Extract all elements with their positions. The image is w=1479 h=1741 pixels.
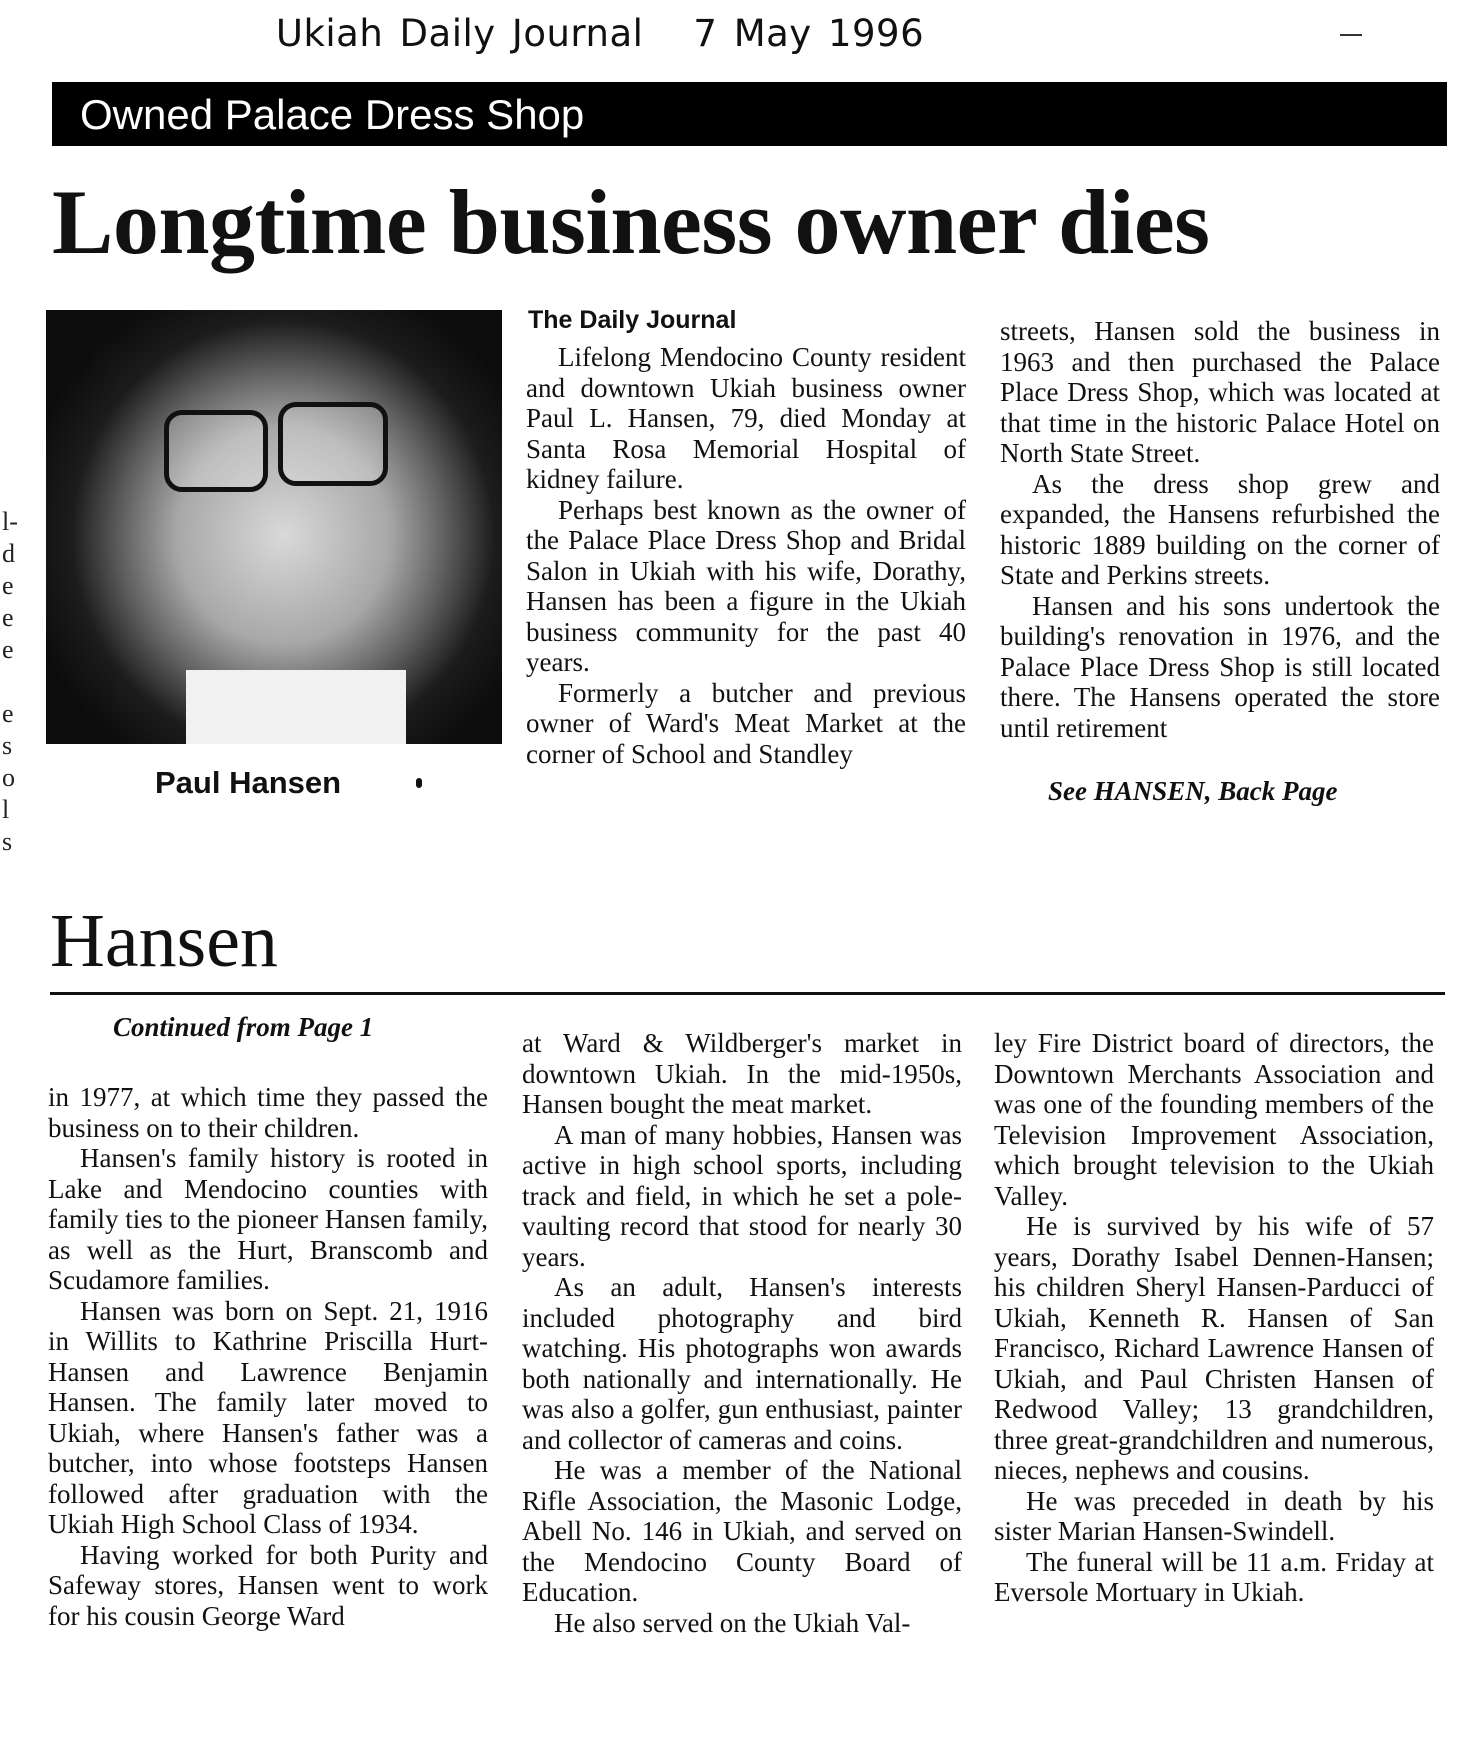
continuation-column-2 [522,1028,962,1638]
eyeglasses-left-lens [164,410,268,492]
publication-name: Ukiah Daily Journal [275,12,644,55]
margin-fragment: d [2,539,15,568]
paragraph: in 1977, at which time they passed the business on to their children. [48,1082,488,1143]
paragraph: The funeral will be 11 a.m. Friday at Eversole Mortuary in Ukiah. [994,1546,1434,1607]
margin-fragment: s [2,827,13,856]
paragraph: He was a member of the National Rifle Association, the Masonic Lodge, Abell No. 146 in Ukiah, and served on the Mendocino County Board of Education. [522,1455,962,1607]
article-column-3 [1000,316,1440,743]
paragraph: streets, Hansen sold the business in 1963 and then purchased the Palace Place Dress Shop, which was located at that time in the historic Palace Hotel on North State Street. [1000,316,1440,468]
continuation-heading: Hansen [50,899,278,983]
kicker-text: Owned Palace Dress Shop [80,91,585,138]
section-rule [50,992,1445,995]
margin-fragment: e [2,603,14,632]
paragraph: He was preceded in death by his sister Marian Hansen-Swindell. [994,1485,1434,1546]
jump-line: See HANSEN, Back Page [1048,776,1338,806]
paragraph: He also served on the Ukiah Val- [554,1607,911,1638]
paragraph: at Ward & Wildberger's market in downtown Ukiah. In the mid-1950s, Hansen bought the meat market. [522,1028,962,1119]
source-line [0,12,1200,55]
continuation-column-3 [994,1028,1434,1608]
continued-from-label: Continued from Page 1 [113,1012,374,1042]
article-column-2 [526,342,966,769]
paragraph: Lifelong Mendocino County resident and downtown Ukiah business owner Paul L. Hansen, 79, died Monday at Santa Rosa Memorial Hospital of kidney failure. [526,342,966,494]
left-margin-fragments [2,506,18,858]
portrait-photo [46,310,502,744]
continuation-column-1 [48,1082,488,1631]
photo-caption: Paul Hansen [155,765,342,800]
paragraph: Formerly a butcher and previous owner of Ward's Meat Market at the corner of School and Standley [526,677,966,769]
stray-dot [416,778,422,788]
corner-dash [1340,34,1362,36]
paragraph: He is survived by his wife of 57 years, Dorathy Isabel Dennen-Hansen; his children Sheryl Hansen-Parducci of Ukiah, Kenneth R. Hansen of San Francisco, Richard Lawrence Hansen of Ukiah, and Paul Christen Hansen of Redwood Valley; 13 grandchildren, three great-grandchildren and numerous, nieces, nephews and cousins. [994,1211,1434,1485]
margin-fragment: o [2,763,15,792]
headline: Longtime business owner dies [52,171,1210,273]
paragraph: Having worked for both Purity and Safeway stores, Hansen went to work for his cousin George Ward [48,1539,488,1631]
margin-fragment: e [2,699,14,728]
photo-shirt-collar [186,670,406,744]
margin-fragment: l [2,795,10,824]
margin-fragment: l- [2,507,18,536]
margin-fragment [2,666,18,698]
margin-fragment: e [2,571,14,600]
paragraph: Hansen was born on Sept. 21, 1916 in Willits to Kathrine Priscilla Hurt-Hansen and Lawrence Benjamin Hansen. The family later moved to Ukiah, where Hansen's father was a butcher, into whose footsteps Hansen followed after graduation with the Ukiah High School Class of 1934. [48,1295,488,1539]
paragraph: A man of many hobbies, Hansen was active in high school sports, including track and field, in which he set a pole-vaulting record that stood for nearly 30 years. [522,1119,962,1272]
publication-date: 7 May 1996 [693,12,925,55]
byline: The Daily Journal [528,306,737,334]
paragraph: As an adult, Hansen's interests included photography and bird watching. His photographs won awards both nationally and internationally. He was also a golfer, gun enthusiast, painter and collector of cameras and coins. [522,1272,962,1455]
margin-fragment: s [2,731,13,760]
paragraph: Hansen and his sons undertook the building's renovation in 1976, and the Palace Place Dress Shop is still located there. The Hansens operated the store until retirement [1000,590,1440,743]
paragraph: ley Fire District board of directors, the Downtown Merchants Association and was one of the founding members of the Television Improvement Association, which brought television to the Ukiah Valley. [994,1028,1434,1211]
paragraph: As the dress shop grew and expanded, the Hansens refurbished the historic 1889 building on the corner of State and Perkins streets. [1000,468,1440,590]
paragraph: Perhaps best known as the owner of the Palace Place Dress Shop and Bridal Salon in Ukiah with his wife, Dorathy, Hansen has been a figure in the Ukiah business community for the past 40 years. [526,494,966,677]
paragraph: Hansen's family history is rooted in Lake and Mendocino counties with family ties to the pioneer Hansen family, as well as the Hurt, Branscomb and Scudamore families. [48,1143,488,1295]
margin-fragment: e [2,635,14,664]
eyeglasses-right-lens [278,402,388,486]
